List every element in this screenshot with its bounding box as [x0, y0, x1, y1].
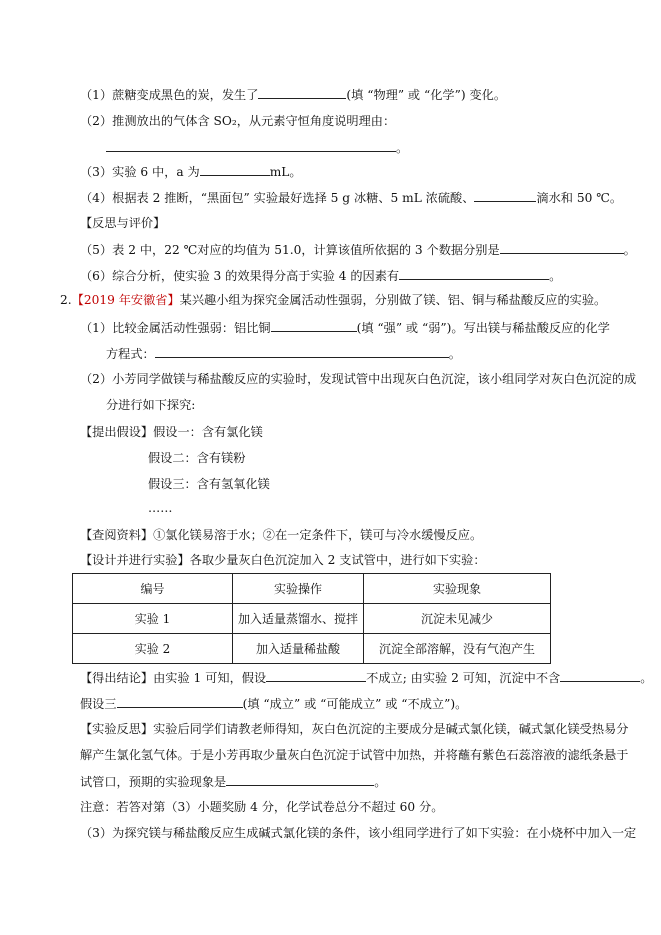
answer-blank[interactable] [500, 241, 624, 254]
answer-blank[interactable] [560, 669, 640, 682]
table-row [73, 604, 551, 634]
reflection-line-2 [80, 747, 628, 763]
table-cell: 实验 1 [73, 604, 233, 634]
q2-1-equation-line [106, 345, 461, 362]
ellipsis [148, 500, 172, 516]
table-header-row [73, 574, 551, 604]
q5-text: （5）表 2 中，22 ℃对应的均值为 51.0，计算该值所依据的 3 个数据分别是 [80, 243, 500, 257]
reference-text: 【查阅资料】①氯化镁易溶于水；②在一定条件下，镁可与冷水缓慢反应。 [80, 528, 483, 542]
equation-label: 方程式： [106, 347, 155, 361]
q1-line [80, 86, 506, 103]
table-header: 实验操作 [233, 574, 364, 604]
hypothesis-3-label: 假设三 [80, 697, 117, 711]
q2-text: （2）推测放出的气体含 SO₂，从元素守恒角度说明理由： [80, 114, 396, 128]
source-tag: 【2019 年安徽省】 [71, 293, 180, 307]
note-text: 注意：若答对第（3）小题奖励 4 分，化学试卷总分不超过 60 分。 [80, 800, 444, 814]
conclusion-text-mid: 不成立; 由实验 2 可知，沉淀中不含 [366, 671, 561, 685]
q6-text: （6）综合分析，使实验 3 的效果得分高于实验 4 的因素有 [80, 269, 400, 283]
table-cell: 加入适量稀盐酸 [233, 634, 364, 664]
table-header: 编号 [73, 574, 233, 604]
q2-2-text-cont: 分进行如下探究: [106, 398, 196, 412]
answer-blank[interactable] [266, 669, 366, 682]
q2-3-text: （3）为探究镁与稀盐酸反应生成碱式氯化镁的条件，该小组同学进行了如下实验：在小烧杯中加入一定 [80, 826, 637, 840]
table-cell: 沉淀未见减少 [364, 604, 551, 634]
q2-1-line [80, 319, 610, 336]
q6-line [80, 267, 561, 284]
answer-blank[interactable] [155, 345, 449, 358]
conclusion-end: 。 [640, 671, 653, 685]
q4-line [80, 189, 622, 206]
experiment-design [80, 552, 486, 568]
hypothesis-2 [148, 450, 246, 466]
note-line [80, 799, 443, 815]
hypothesis-3 [148, 476, 270, 492]
reflection-line-3 [80, 773, 386, 790]
reflection-text: 【实验反思】实验后同学们请教老师得知，灰白色沉淀的主要成分是碱式氯化镁，碱式氯化镁受热易分 [80, 722, 629, 736]
hypothesis-text: 【提出假设】假设一：含有氯化镁 [80, 425, 263, 439]
q2-2-line-cont [106, 397, 195, 413]
answer-blank[interactable] [200, 163, 270, 176]
answer-blank[interactable] [117, 695, 243, 708]
reflection-end: 。 [374, 775, 387, 789]
table-header: 实验现象 [364, 574, 551, 604]
q2-2-line [80, 371, 636, 387]
equation-end: 。 [448, 347, 461, 361]
answer-blank[interactable] [106, 139, 396, 152]
reference-info [80, 527, 482, 543]
conclusion-line-2 [80, 695, 467, 712]
q5-end: 。 [623, 243, 636, 257]
hypothesis-1 [80, 424, 263, 440]
question-2-header [60, 292, 606, 308]
reflection-heading [80, 215, 165, 231]
hypothesis-3-options: (填 “成立” 或 “可能成立” 或 “不成立”)。 [242, 697, 468, 711]
experiment-design-text: 【设计并进行实验】各取少量灰白色沉淀加入 2 支试管中，进行如下实验： [80, 553, 486, 567]
q1-text: （1）蔗糖变成黑色的炭，发生了 [80, 88, 259, 102]
q5-line [80, 241, 636, 258]
q6-end: 。 [549, 269, 562, 283]
table-cell: 实验 2 [73, 634, 233, 664]
q2-1-text: （1）比较金属活动性强弱：铝比铜 [80, 321, 271, 335]
q4-text: （4）根据表 2 推断，“黑面包” 实验最好选择 5 g 冰糖、5 mL 浓硫酸、 [80, 191, 475, 205]
question-stem: 某兴趣小组为探究金属活动性强弱，分别做了镁、铝、铜与稀盐酸反应的实验。 [179, 293, 607, 307]
answer-blank[interactable] [271, 319, 357, 332]
q3-line [80, 163, 302, 180]
hypothesis-text: 假设二：含有镁粉 [148, 451, 246, 465]
q2-2-text: （2）小芳同学做镁与稀盐酸反应的实验时，发现试管中出现灰白色沉淀，该小组同学对灰白色沉淀的成 [80, 372, 637, 386]
table-cell: 加入适量蒸馏水、搅拌 [233, 604, 364, 634]
experiment-table [72, 573, 551, 664]
reflection-line-1 [80, 721, 628, 737]
q2-answer-line [106, 139, 408, 156]
hypothesis-text: 假设三：含有氢氧化镁 [148, 477, 270, 491]
q2-1-text-end: (填 “强” 或 “弱”)。写出镁与稀盐酸反应的化学 [356, 321, 610, 335]
conclusion-line [80, 669, 652, 686]
q2-end: 。 [396, 141, 409, 155]
q3-text: （3）实验 6 中，a 为 [80, 165, 200, 179]
answer-blank[interactable] [474, 189, 536, 202]
table-cell: 沉淀全部溶解，没有气泡产生 [364, 634, 551, 664]
answer-blank[interactable] [399, 267, 549, 280]
answer-blank[interactable] [226, 773, 374, 786]
section-title: 【反思与评价】 [80, 216, 166, 230]
reflection-text: 解产生氯化氢气体。于是小芳再取少量灰白色沉淀于试管中加热，并将蘸有紫色石蕊溶液的滤纸条悬于 [80, 748, 629, 762]
q1-text-end: (填 “物理” 或 “化学”) 变化。 [346, 88, 507, 102]
reflection-text: 试管口，预期的实验现象是 [80, 775, 227, 789]
ellipsis-text: …… [148, 501, 173, 515]
question-number: 2. [60, 293, 72, 307]
q2-line [80, 113, 395, 129]
table-row [73, 634, 551, 664]
answer-blank[interactable] [258, 86, 346, 99]
conclusion-text: 【得出结论】由实验 1 可知，假设 [80, 671, 267, 685]
q2-3-line [80, 825, 636, 841]
q4-end: 滴水和 50 ℃。 [536, 191, 623, 205]
q3-unit: mL。 [269, 165, 302, 179]
